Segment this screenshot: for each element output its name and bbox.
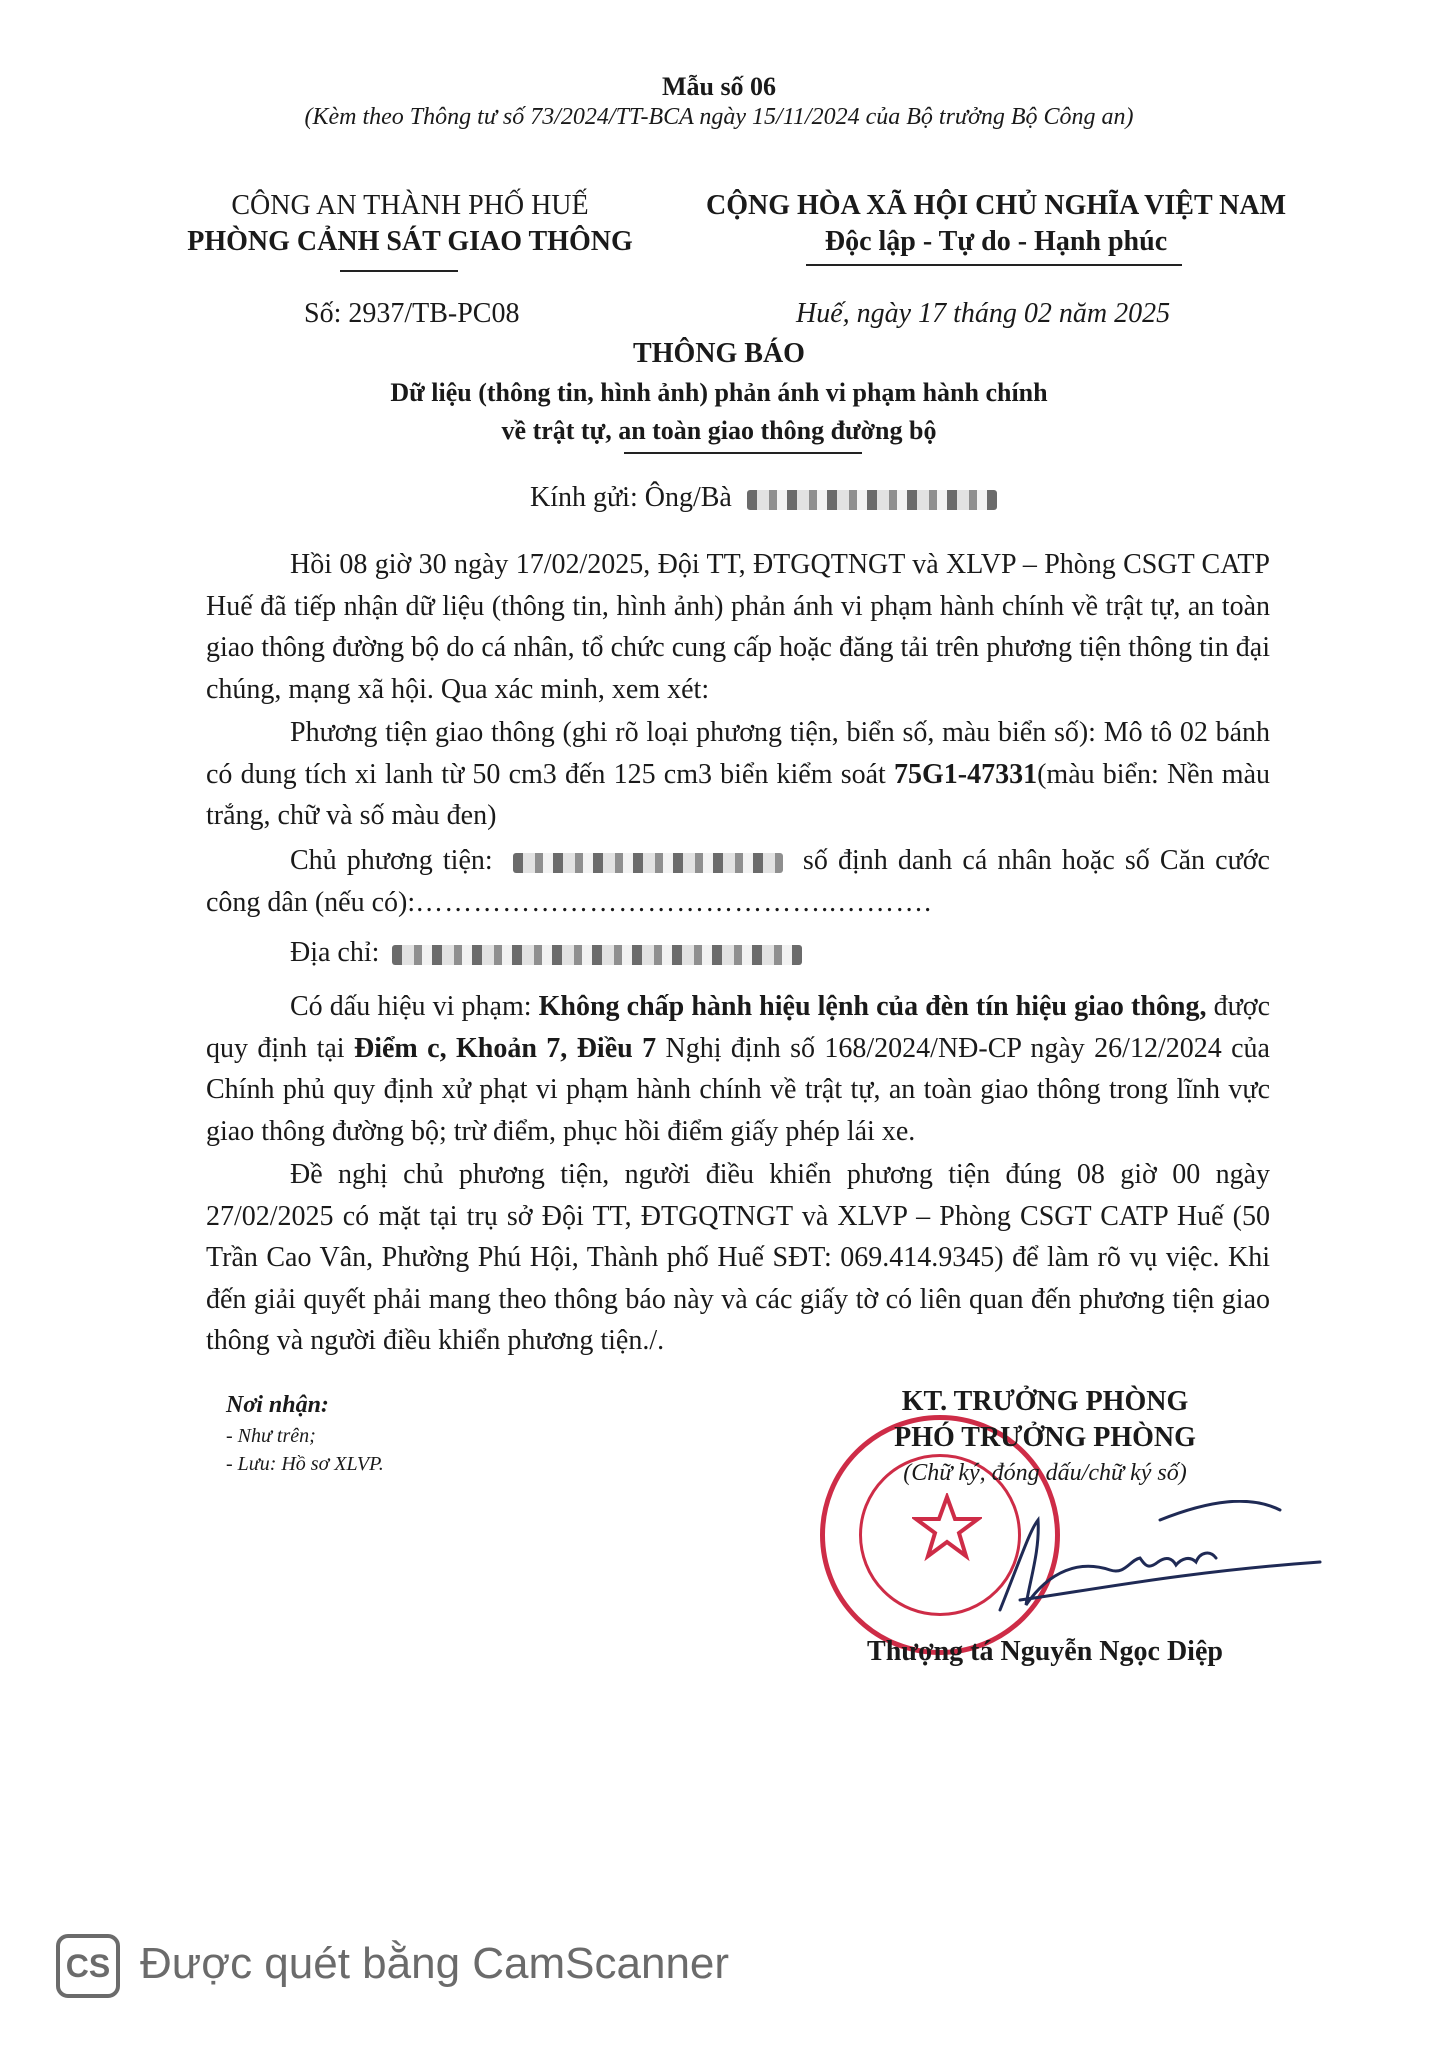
- redacted-address: [392, 945, 802, 965]
- salutation: [530, 480, 997, 516]
- violation-description: Không chấp hành hiệu lệnh của đèn tín hiệu giao thông,: [538, 991, 1207, 1022]
- paragraph-request: Đề nghị chủ phương tiện, người điều khiển phương tiện đúng 08 giờ 00 ngày 27/02/2025 có mặt tại trụ sở Đội TT, ĐTGQTNGT và XLVP – Phòng CSGT CATP Huế (50 Trần Cao Vân, Phường Phú Hội, Thành phố Huế SĐT: 069.414.9345) để làm rõ vụ việc. Khi đến giải quyết phải mang theo thông báo này và các giấy tờ có liên quan đến phương tiện giao thông và người điều khiển phương tiện./.: [206, 1159, 1270, 1356]
- signature-title-1: KT. TRƯỞNG PHÒNG: [901, 1386, 1189, 1417]
- paragraph-receipt: Hồi 08 giờ 30 ngày 17/02/2025, Đội TT, ĐTGQTNGT và XLVP – Phòng CSGT CATP Huế đã tiếp nhận dữ liệu (thông tin, hình ảnh) phản ánh vi phạm hành chính về trật tự, an toàn giao thông đường bộ do cá nhân, tổ chức cung cấp hoặc đăng tải trên phương tiện thông tin đại chúng, mạng xã hội. Qua xác minh, xem xét:: [206, 549, 1270, 705]
- document-number: Số: 2937/TB-PC08: [304, 298, 520, 329]
- vehicle-description: Phương tiện giao thông (ghi rõ loại phương tiện, biển số, màu biển số): Mô tô 02 bánh có dung tích xi lanh từ 50 cm3 đến 125 cm3 biển kiểm soát: [206, 717, 1270, 790]
- handwritten-signature: [990, 1500, 1330, 1620]
- owner-id-label: số định danh cá nhân hoặc số Căn cước công dân (nếu có):: [206, 845, 1270, 918]
- camscanner-watermark: Được quét bằng CamScanner: [140, 1939, 730, 1988]
- document-date: Huế, ngày 17 tháng 02 năm 2025: [796, 298, 1171, 329]
- signatory-name: Thượng tá Nguyễn Ngọc Diệp: [867, 1636, 1223, 1667]
- recipients-label: Nơi nhận:: [226, 1392, 329, 1418]
- owner-id-dots: ……………………………………..……….: [415, 886, 933, 918]
- legal-article: Điểm c, Khoản 7, Điều 7: [353, 1032, 657, 1064]
- redacted-owner-name: [513, 853, 783, 873]
- redacted-recipient-name: [747, 490, 997, 510]
- paragraph-owner: [206, 840, 1270, 923]
- address-label: Địa chỉ:: [290, 937, 380, 968]
- paragraph-address: [206, 932, 1270, 974]
- agency-underline: [340, 270, 458, 272]
- license-plate: 75G1-47331: [893, 758, 1038, 790]
- agency-line2: PHÒNG CẢNH SÁT GIAO THÔNG: [187, 226, 633, 257]
- notice-subtitle-2: về trật tự, an toàn giao thông đường bộ: [501, 416, 937, 445]
- camscanner-logo-icon: CS: [56, 1934, 120, 1998]
- agency-line1: CÔNG AN THÀNH PHỐ HUẾ: [231, 190, 589, 221]
- notice-subtitle-1: Dữ liệu (thông tin, hình ảnh) phản ánh vi phạm hành chính: [390, 378, 1048, 407]
- nation-line1: CỘNG HÒA XÃ HỘI CHỦ NGHĨA VIỆT NAM: [705, 190, 1287, 221]
- notice-title: THÔNG BÁO: [633, 338, 805, 369]
- signature-title-2: PHÓ TRƯỞNG PHÒNG: [894, 1422, 1196, 1453]
- motto-underline: [806, 264, 1182, 266]
- nation-line2: Độc lập - Tự do - Hạnh phúc: [824, 226, 1168, 257]
- form-note: (Kèm theo Thông tư số 73/2024/TT-BCA ngày 15/11/2024 của Bộ trưởng Bộ Công an): [304, 104, 1134, 130]
- owner-label: Chủ phương tiện:: [290, 845, 493, 876]
- recipient-item: - Lưu: Hồ sơ XLVP.: [226, 1453, 384, 1475]
- form-title: Mẫu số 06: [661, 72, 777, 101]
- subtitle-underline: [624, 452, 862, 454]
- plate-color: (màu biển: Nền màu trắng, chữ và số màu đen): [206, 758, 1270, 831]
- star-emblem-icon: [912, 1493, 982, 1563]
- salutation-label: Kính gửi: Ông/Bà: [530, 482, 732, 513]
- paragraph-vehicle: [206, 712, 1270, 837]
- signature-note: (Chữ ký, đóng dấu/chữ ký số): [903, 1460, 1187, 1486]
- paragraph-violation: Có dấu hiệu vi phạm: Không chấp hành hiệu lệnh của đèn tín hiệu giao thông, được quy định tại Điểm c, Khoản 7, Điều 7 Nghị định số 168/2024/NĐ-CP ngày 26/12/2024 của Chính phủ quy định xử phạt vi phạm hành chính về trật tự, an toàn giao thông trong lĩnh vực giao thông đường bộ; trừ điểm, phục hồi điểm giấy phép lái xe.: [206, 991, 1271, 1147]
- recipient-item: - Như trên;: [226, 1425, 316, 1447]
